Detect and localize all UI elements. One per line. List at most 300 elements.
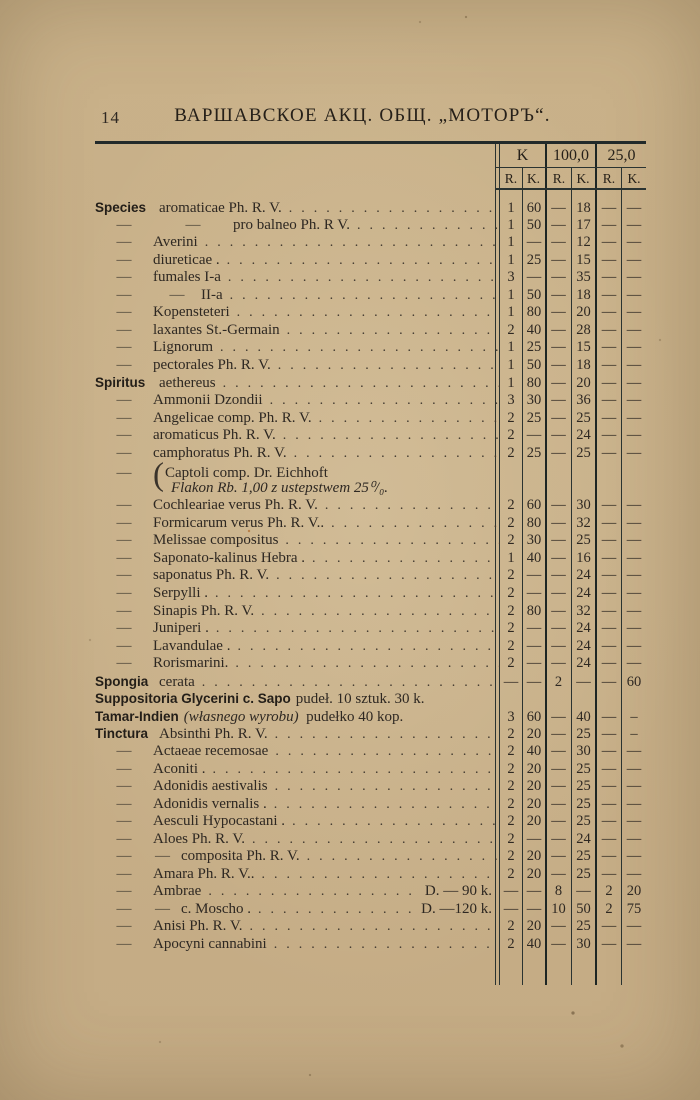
table-row xyxy=(95,778,646,796)
price-cell: 15 xyxy=(576,251,591,268)
price-cell: 40 xyxy=(576,708,591,725)
price-cell: — xyxy=(526,620,542,637)
price-cell: — xyxy=(626,234,642,251)
item-text: — xyxy=(116,830,132,847)
dot-leader xyxy=(285,532,500,550)
price-cell: 24 xyxy=(576,585,591,602)
item-text: — xyxy=(116,234,132,251)
price-cell: 2 xyxy=(507,444,515,461)
price-cell: — xyxy=(601,200,617,216)
price-cell: 30 xyxy=(576,742,591,759)
dot-leader xyxy=(276,567,500,585)
item-text: — xyxy=(116,918,132,935)
price-cell: 2 xyxy=(507,760,515,777)
price-cell: 40 xyxy=(526,321,542,338)
table-row xyxy=(95,673,646,691)
item-text: — xyxy=(155,848,170,865)
item-text: Serpylli . xyxy=(153,585,208,602)
table-row xyxy=(95,304,646,322)
price-cell: — xyxy=(626,269,642,286)
price-cell: — xyxy=(551,655,566,672)
item-text: II-a xyxy=(201,286,223,303)
price-cell: — xyxy=(626,918,642,935)
subcol-k-2: K. xyxy=(576,171,590,186)
price-cell: 20 xyxy=(526,726,542,743)
price-cell: — xyxy=(601,497,617,514)
col-group-25: 25,0 xyxy=(607,147,636,164)
item-text: Aesculi Hypocastani . xyxy=(153,813,286,830)
item-text: — xyxy=(116,321,132,338)
price-cell: 80 xyxy=(526,514,542,531)
item-text: aromaticae Ph. R. V. xyxy=(159,200,282,216)
price-cell: 1 xyxy=(507,251,515,268)
price-cell: — xyxy=(526,269,542,286)
price-cell: 20 xyxy=(526,813,542,830)
price-cell: — xyxy=(526,883,542,900)
price-cell: — xyxy=(601,918,617,935)
price-cell: — xyxy=(626,637,642,654)
price-cell: 60 xyxy=(526,497,542,514)
item-text: aethereus xyxy=(159,375,216,392)
price-cell: — xyxy=(551,514,566,531)
price-cell: 35 xyxy=(576,269,591,286)
item-text: — xyxy=(116,427,132,444)
price-cell: — xyxy=(551,234,566,251)
dot-leader xyxy=(283,427,500,445)
dot-leader xyxy=(205,234,500,252)
item-text: Species xyxy=(95,200,147,215)
item-text: — xyxy=(116,848,132,865)
price-cell: 25 xyxy=(576,813,591,830)
subcol-k-1: K. xyxy=(526,171,541,186)
table-row xyxy=(95,883,646,901)
item-text: Flakon Rb. 1,00 z ustepstwem 25⁰/₀. xyxy=(171,479,389,496)
table-row xyxy=(95,743,646,761)
price-cell: — xyxy=(526,655,542,672)
price-cell: — xyxy=(626,602,642,619)
price-cell: — xyxy=(601,321,617,338)
dot-leader xyxy=(275,726,500,744)
item-text: Lignorum xyxy=(153,339,213,356)
price-cell: 25 xyxy=(576,760,591,777)
price-cell: 2 xyxy=(507,848,515,865)
item-text: c. Moscho . xyxy=(181,900,251,917)
price-cell: 25 xyxy=(576,918,591,935)
price-cell: — xyxy=(601,673,617,690)
price-cell: 24 xyxy=(576,567,591,584)
price-cell: — xyxy=(626,655,642,672)
price-cell: 25 xyxy=(576,409,591,426)
item-text: — xyxy=(169,286,185,303)
price-cell: — xyxy=(503,900,519,917)
price-cell: — xyxy=(626,444,642,461)
table-row xyxy=(95,339,646,357)
price-cell: — xyxy=(626,427,642,444)
price-cell: — xyxy=(503,883,519,900)
item-text: — xyxy=(116,356,132,373)
item-text: — xyxy=(116,602,132,619)
item-text: Aconiti . xyxy=(153,760,206,777)
price-cell: 8 xyxy=(554,883,563,900)
price-cell: 17 xyxy=(576,216,591,233)
price-cell: — xyxy=(526,900,542,917)
dot-leader xyxy=(223,375,500,393)
price-cell: — xyxy=(551,742,566,759)
item-text: Aloes Ph. R. V. xyxy=(153,830,245,847)
price-cell: — xyxy=(551,795,566,812)
price-cell: — xyxy=(551,216,566,233)
dot-leader xyxy=(235,655,500,673)
price-cell: 1 xyxy=(507,216,515,233)
price-cell: — xyxy=(551,935,566,952)
price-cell: 50 xyxy=(576,900,591,917)
price-cell: 20 xyxy=(526,848,542,865)
price-cell: — xyxy=(551,585,566,602)
price-cell: 80 xyxy=(526,602,542,619)
item-text: Angelicae comp. Ph. R. V. xyxy=(153,409,312,426)
price-cell: — xyxy=(551,760,566,777)
dot-leader xyxy=(289,200,500,218)
price-cell: 2 xyxy=(605,883,613,900)
price-cell: — xyxy=(626,392,642,409)
price-cell: 2 xyxy=(507,585,515,602)
table-row xyxy=(95,515,646,533)
item-text: cerata xyxy=(159,673,195,690)
price-cell: — xyxy=(576,883,591,900)
price-cell: — xyxy=(526,637,542,654)
price-cell: — xyxy=(601,444,617,461)
price-cell: — xyxy=(601,655,617,672)
item-text: — xyxy=(185,216,201,233)
price-cell: — xyxy=(626,848,642,865)
price-cell: — xyxy=(551,375,566,392)
price-cell: — xyxy=(601,813,617,830)
item-text: Suppositoria Glycerini c. Sapo xyxy=(95,691,291,707)
price-cell: — xyxy=(601,532,617,549)
price-cell: 80 xyxy=(526,304,542,321)
price-cell: 20 xyxy=(576,304,591,321)
dot-leader xyxy=(274,796,500,814)
table-hline-subheader xyxy=(496,188,646,190)
table-row xyxy=(95,374,646,392)
item-text: Ammonii Dzondii xyxy=(153,392,263,409)
price-cell: 30 xyxy=(526,532,542,549)
price-cell: — xyxy=(626,251,642,268)
table-row xyxy=(95,269,646,287)
item-text: — xyxy=(116,620,132,637)
table-row xyxy=(95,480,646,498)
table-row xyxy=(95,585,646,603)
price-cell: 60 xyxy=(526,708,542,725)
price-cell: 2 xyxy=(507,409,515,426)
item-text: Captoli comp. Dr. Eichhoft xyxy=(165,465,328,482)
price-cell: — xyxy=(601,339,617,356)
col-group-k: K xyxy=(516,147,529,164)
dot-leader xyxy=(237,638,500,656)
price-cell: 20 xyxy=(526,778,542,795)
price-cell: — xyxy=(601,830,617,847)
price-cell: 2 xyxy=(507,620,515,637)
dot-leader xyxy=(270,392,500,410)
price-cell: 24 xyxy=(576,655,591,672)
dot-leader xyxy=(292,813,500,831)
price-cell: 25 xyxy=(576,778,591,795)
price-cell: — xyxy=(626,216,642,233)
dot-leader xyxy=(278,357,500,375)
dot-leader xyxy=(275,743,500,761)
dot-leader xyxy=(261,603,500,621)
price-cell: — xyxy=(551,304,566,321)
dot-leader xyxy=(249,918,500,936)
price-cell: — xyxy=(626,514,642,531)
table-row xyxy=(95,497,646,515)
price-cell: — xyxy=(551,567,566,584)
item-text: — xyxy=(116,532,132,549)
col-group-100: 100,0 xyxy=(553,147,589,164)
price-cell: 25 xyxy=(576,795,591,812)
table-row xyxy=(95,901,646,919)
item-text: Juniperi . xyxy=(153,620,209,637)
price-cell: — xyxy=(551,918,566,935)
price-cell: — xyxy=(551,339,566,356)
table-row xyxy=(95,620,646,638)
price-cell: 2 xyxy=(507,726,515,743)
price-cell: 3 xyxy=(507,269,515,286)
price-cell: 24 xyxy=(576,620,591,637)
dot-leader xyxy=(262,866,500,884)
price-cell: 2 xyxy=(507,742,515,759)
item-text: Saponato-kalinus Hebra . xyxy=(153,549,306,566)
dot-leader xyxy=(294,445,500,463)
price-cell: — xyxy=(626,795,642,812)
price-cell: 1 xyxy=(507,286,515,303)
price-cell: — xyxy=(601,778,617,795)
price-cell: — xyxy=(626,356,642,373)
item-text: — xyxy=(116,760,132,777)
table-row xyxy=(95,532,646,550)
price-cell: — xyxy=(626,620,642,637)
price-cell: 12 xyxy=(576,234,591,251)
item-text: — xyxy=(116,392,132,409)
price-cell: 2 xyxy=(507,830,515,847)
item-text: Tamar-Indien xyxy=(95,708,179,724)
price-cell: 32 xyxy=(576,514,591,531)
item-text: — xyxy=(155,900,170,917)
price-cell: — xyxy=(626,286,642,303)
item-text: Spiritus xyxy=(95,375,146,391)
price-cell: 25 xyxy=(576,532,591,549)
price-cell: — xyxy=(626,585,642,602)
price-cell: 20 xyxy=(526,865,542,882)
item-text: camphoratus Ph. R. V. xyxy=(153,444,287,461)
price-cell: — xyxy=(551,497,566,514)
price-cell: 18 xyxy=(576,200,591,216)
item-text: — xyxy=(116,549,132,566)
table-row xyxy=(95,638,646,656)
price-cell: 1 xyxy=(507,339,515,356)
price-cell: 2 xyxy=(605,900,613,917)
price-cell: — xyxy=(601,392,617,409)
price-cell: 20 xyxy=(576,375,591,392)
price-cell: 40 xyxy=(526,935,542,952)
dot-leader xyxy=(228,269,500,287)
item-text: pudeł. 10 sztuk. 30 k. xyxy=(295,691,425,708)
dot-leader xyxy=(215,585,500,603)
price-cell: 1 xyxy=(507,304,515,321)
item-text: — xyxy=(116,444,132,461)
item-text: — xyxy=(116,251,132,268)
dot-leader xyxy=(230,287,500,305)
price-cell: — xyxy=(551,286,566,303)
price-cell: — xyxy=(626,567,642,584)
price-cell: — xyxy=(551,392,566,409)
subcol-k-3: K. xyxy=(627,171,641,186)
item-text: — xyxy=(116,286,132,303)
price-cell: — xyxy=(601,742,617,759)
price-cell: 20 xyxy=(626,883,642,900)
dot-leader xyxy=(287,322,500,340)
subcol-r-3: R. xyxy=(602,171,616,186)
price-cell: 25 xyxy=(576,444,591,461)
price-cell: 1 xyxy=(507,356,515,373)
price-cell: 18 xyxy=(576,356,591,373)
item-text: Sinapis Ph. R. V. xyxy=(153,602,255,619)
table-row xyxy=(95,252,646,270)
table-row xyxy=(95,234,646,252)
price-cell: — xyxy=(626,321,642,338)
price-cell: — xyxy=(601,234,617,251)
table-row xyxy=(95,761,646,779)
price-cell: 25 xyxy=(526,251,542,268)
price-cell: 30 xyxy=(576,935,591,952)
price-cell: — xyxy=(551,532,566,549)
price-cell: — xyxy=(526,427,542,444)
price-cell: — xyxy=(626,375,642,392)
price-cell: 2 xyxy=(507,497,515,514)
price-cell: 10 xyxy=(551,900,566,917)
price-cell: — xyxy=(551,830,566,847)
table-row xyxy=(95,603,646,621)
item-text: pudełko 40 kop. xyxy=(298,708,404,725)
item-text: — xyxy=(116,900,132,917)
price-cell: 25 xyxy=(576,726,591,743)
price-cell: — xyxy=(551,200,566,216)
price-cell: — xyxy=(526,567,542,584)
price-cell: 30 xyxy=(526,392,542,409)
price-cell: 16 xyxy=(576,549,591,566)
price-cell: — xyxy=(626,532,642,549)
price-cell: 20 xyxy=(526,795,542,812)
price-cell: 2 xyxy=(507,795,515,812)
subcol-r-2: R. xyxy=(552,171,566,186)
item-text: — xyxy=(116,585,132,602)
dot-leader xyxy=(258,901,417,919)
item-text: pectorales Ph. R. V. xyxy=(153,356,271,373)
price-cell: — xyxy=(551,321,566,338)
item-text: Kopensteteri xyxy=(153,304,230,321)
item-text: saponatus Ph. R. V. xyxy=(153,567,270,584)
price-cell: 50 xyxy=(526,286,542,303)
price-cell: 15 xyxy=(576,339,591,356)
price-cell: — xyxy=(601,216,617,233)
price-cell: — xyxy=(626,200,642,216)
price-cell: 25 xyxy=(526,444,542,461)
table-row xyxy=(95,831,646,849)
item-text: — xyxy=(116,795,132,812)
price-cell: 60 xyxy=(526,200,542,216)
price-cell: – xyxy=(630,726,638,743)
price-cell: 2 xyxy=(507,655,515,672)
price-cell: — xyxy=(526,234,542,251)
price-cell: — xyxy=(601,286,617,303)
item-text: — xyxy=(116,304,132,321)
price-cell: 1 xyxy=(507,375,515,392)
table-row xyxy=(95,322,646,340)
price-cell: 40 xyxy=(526,549,542,566)
table-row xyxy=(95,567,646,585)
price-cell: — xyxy=(601,637,617,654)
price-cell: — xyxy=(526,585,542,602)
price-cell: 24 xyxy=(576,830,591,847)
price-cell: 25 xyxy=(576,865,591,882)
item-text: — xyxy=(116,637,132,654)
item-text: Ambrae xyxy=(153,883,202,900)
item-text: Lavandulae . xyxy=(153,637,231,654)
page-number: 14 xyxy=(101,108,120,127)
price-note: D. —120 k. xyxy=(421,900,492,917)
price-cell: — xyxy=(601,427,617,444)
price-cell: — xyxy=(626,497,642,514)
price-cell: 36 xyxy=(576,392,591,409)
item-text: Tinctura xyxy=(95,726,149,742)
price-cell: 28 xyxy=(576,321,591,338)
price-cell: 2 xyxy=(507,935,515,952)
item-text: diureticae . xyxy=(153,251,220,268)
item-text: Melissae compositus xyxy=(153,532,279,549)
table-hline-groups xyxy=(496,167,646,168)
dot-leader xyxy=(252,831,500,849)
item-text: — xyxy=(116,409,132,426)
price-cell: — xyxy=(551,427,566,444)
price-cell: — xyxy=(601,708,617,725)
price-cell: — xyxy=(601,304,617,321)
item-text: — xyxy=(116,269,132,286)
item-text: Rorismarini. xyxy=(153,655,229,672)
price-cell: — xyxy=(551,778,566,795)
table-row xyxy=(95,199,646,217)
price-cell: — xyxy=(551,251,566,268)
price-cell: 18 xyxy=(576,286,591,303)
item-text: — xyxy=(116,778,132,795)
price-cell: 2 xyxy=(507,602,515,619)
price-cell: — xyxy=(601,760,617,777)
item-text: (własnego wyrobu) xyxy=(183,708,299,725)
price-cell: 2 xyxy=(507,321,515,338)
price-cell: — xyxy=(526,673,542,690)
price-cell: — xyxy=(551,549,566,566)
dot-leader xyxy=(331,515,500,533)
price-cell: 3 xyxy=(507,708,515,725)
price-cell: 75 xyxy=(626,900,642,917)
price-cell: — xyxy=(551,356,566,373)
price-cell: — xyxy=(601,514,617,531)
item-text: Spongia xyxy=(95,673,149,689)
price-cell: 50 xyxy=(526,356,542,373)
price-cell: 80 xyxy=(526,375,542,392)
table-row xyxy=(95,550,646,568)
item-text: Averini xyxy=(153,234,198,251)
item-text: Formicarum verus Ph. R. V.. xyxy=(153,514,325,531)
